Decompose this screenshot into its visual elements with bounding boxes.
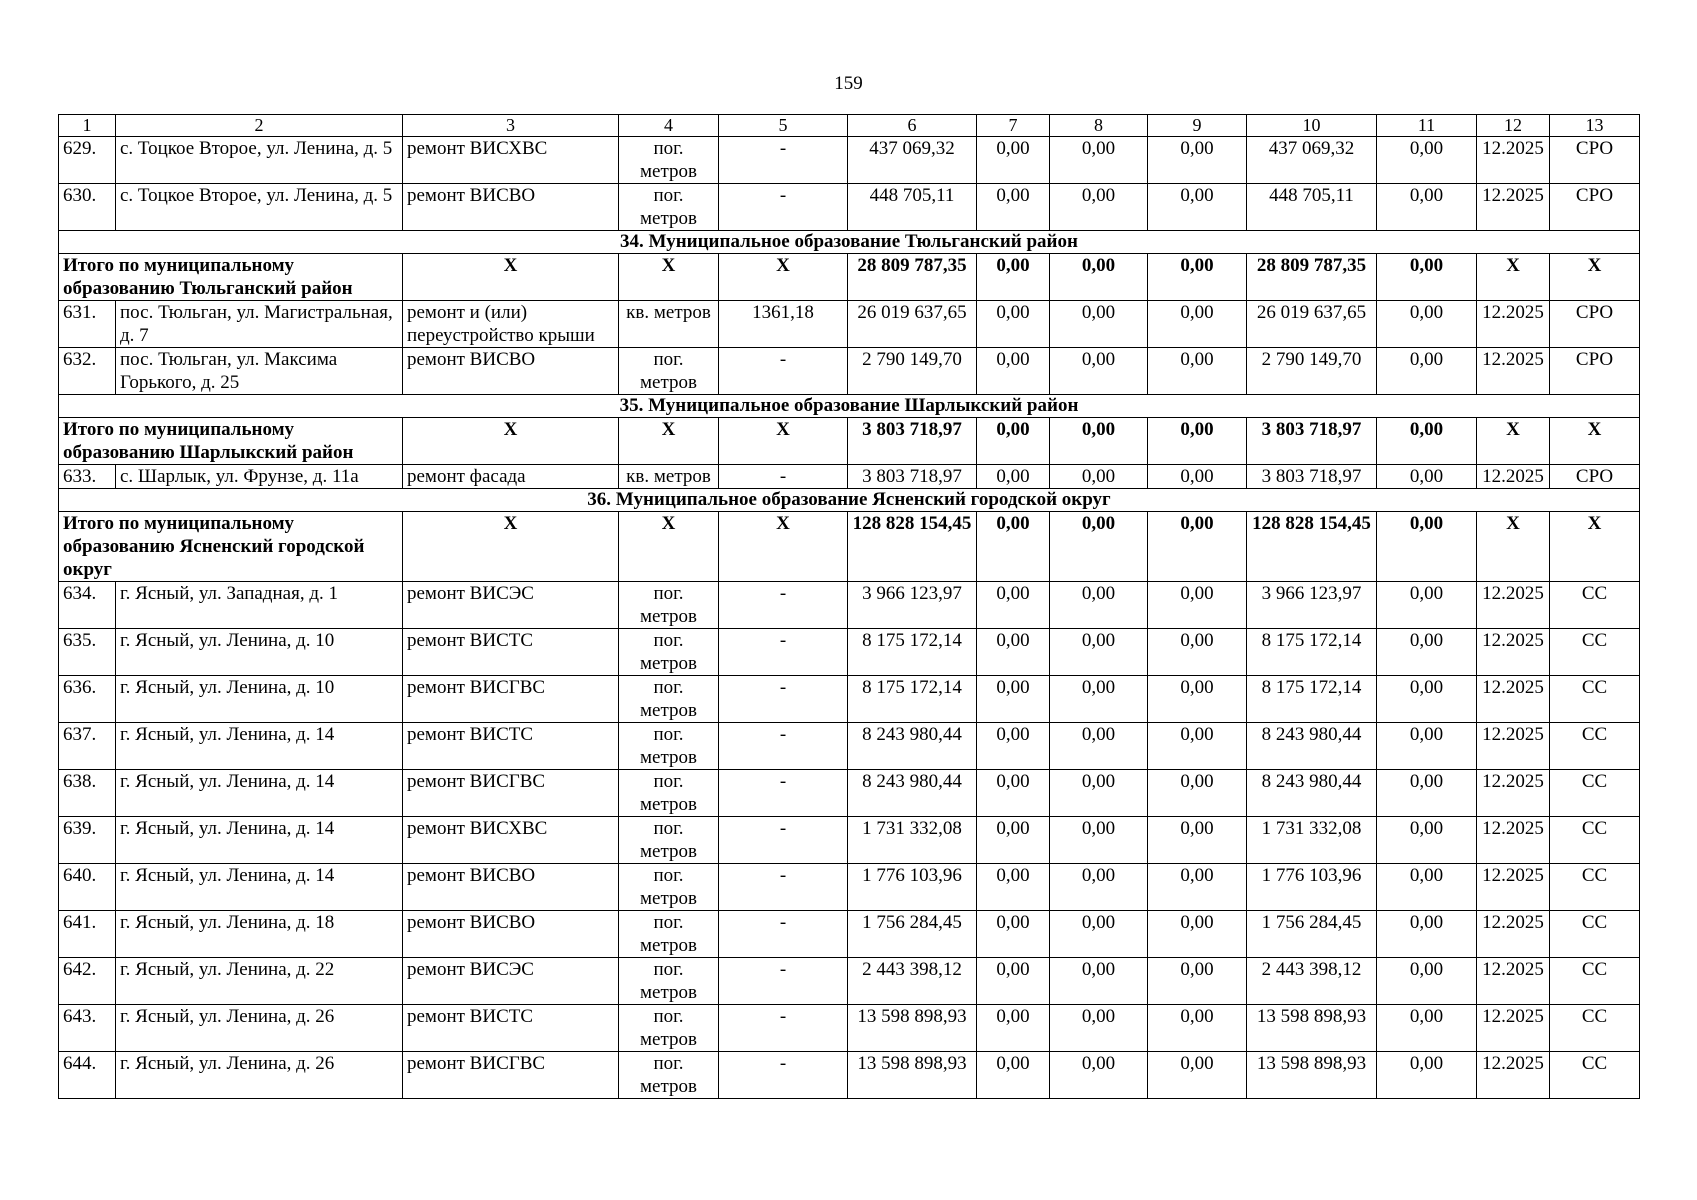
total-cost-cell: 26 019 637,65: [848, 301, 977, 348]
table-row: [59, 301, 1640, 348]
deadline-cell: 12.2025: [1477, 1052, 1550, 1099]
header-cell: 6: [848, 115, 977, 137]
total-cost-cell: 448 705,11: [848, 184, 977, 231]
budget-cell: 0,00: [1050, 301, 1148, 348]
work-type-cell: ремонт ВИСЭС: [403, 582, 619, 629]
method-cell: СС: [1550, 676, 1640, 723]
deadline-cell: 12.2025: [1477, 958, 1550, 1005]
address-cell: г. Ясный, ул. Ленина, д. 22: [116, 958, 403, 1005]
unit-cell: пог. метров: [619, 629, 719, 676]
total-cost-cell: 1 756 284,45: [848, 911, 977, 958]
method-cell: СРО: [1550, 465, 1640, 489]
method-cell: СРО: [1550, 137, 1640, 184]
other-funds-cell: 0,00: [1377, 723, 1477, 770]
section-heading-row: [59, 395, 1640, 418]
local-budget-cell: 0,00: [1148, 1052, 1247, 1099]
budget-cell: 0,00: [1050, 864, 1148, 911]
deadline-cell: 12.2025: [1477, 184, 1550, 231]
section-heading: 36. Муниципальное образование Ясненский городской округ: [59, 489, 1640, 512]
total-x-cell: Х: [403, 512, 619, 582]
subtotal-row: [59, 254, 1640, 301]
owner-funds-cell: 437 069,32: [1247, 137, 1377, 184]
address-cell: г. Ясный, ул. Ленина, д. 18: [116, 911, 403, 958]
row-number: 629.: [59, 137, 116, 184]
fund-cell: 0,00: [977, 817, 1050, 864]
owner-funds-cell: 1 731 332,08: [1247, 817, 1377, 864]
row-number: 640.: [59, 864, 116, 911]
budget-cell: 0,00: [1050, 958, 1148, 1005]
other-funds-cell: 0,00: [1377, 418, 1477, 465]
total-cost-cell: 1 731 332,08: [848, 817, 977, 864]
method-cell: СС: [1550, 1005, 1640, 1052]
fund-cell: 0,00: [977, 864, 1050, 911]
unit-cell: пог. метров: [619, 911, 719, 958]
deadline-cell: 12.2025: [1477, 723, 1550, 770]
deadline-cell: 12.2025: [1477, 864, 1550, 911]
fund-cell: 0,00: [977, 348, 1050, 395]
volume-cell: -: [719, 465, 848, 489]
local-budget-cell: 0,00: [1148, 629, 1247, 676]
other-funds-cell: 0,00: [1377, 348, 1477, 395]
header-cell: 1: [59, 115, 116, 137]
volume-cell: -: [719, 348, 848, 395]
row-number: 637.: [59, 723, 116, 770]
owner-funds-cell: 8 243 980,44: [1247, 770, 1377, 817]
table-row: [59, 348, 1640, 395]
budget-cell: 0,00: [1050, 137, 1148, 184]
unit-cell: пог. метров: [619, 1005, 719, 1052]
local-budget-cell: 0,00: [1148, 582, 1247, 629]
page-number: 159: [834, 73, 863, 94]
budget-cell: 0,00: [1050, 770, 1148, 817]
row-number: 636.: [59, 676, 116, 723]
owner-funds-cell: 28 809 787,35: [1247, 254, 1377, 301]
row-number: 643.: [59, 1005, 116, 1052]
work-type-cell: ремонт ВИСХВС: [403, 137, 619, 184]
method-cell: СС: [1550, 770, 1640, 817]
total-x-cell: Х: [719, 254, 848, 301]
budget-cell: 0,00: [1050, 911, 1148, 958]
total-x-cell: Х: [719, 418, 848, 465]
other-funds-cell: 0,00: [1377, 184, 1477, 231]
total-cost-cell: 8 243 980,44: [848, 770, 977, 817]
budget-cell: 0,00: [1050, 254, 1148, 301]
work-type-cell: ремонт ВИСТС: [403, 723, 619, 770]
table-row: [59, 465, 1640, 489]
total-cost-cell: 8 175 172,14: [848, 676, 977, 723]
other-funds-cell: 0,00: [1377, 465, 1477, 489]
owner-funds-cell: 3 966 123,97: [1247, 582, 1377, 629]
total-cost-cell: 437 069,32: [848, 137, 977, 184]
table-row: [59, 137, 1640, 184]
header-cell: 10: [1247, 115, 1377, 137]
address-cell: г. Ясный, ул. Западная, д. 1: [116, 582, 403, 629]
owner-funds-cell: 128 828 154,45: [1247, 512, 1377, 582]
row-number: 633.: [59, 465, 116, 489]
header-cell: 12: [1477, 115, 1550, 137]
fund-cell: 0,00: [977, 465, 1050, 489]
method-cell: СС: [1550, 629, 1640, 676]
unit-cell: пог. метров: [619, 723, 719, 770]
address-cell: г. Ясный, ул. Ленина, д. 14: [116, 864, 403, 911]
total-cost-cell: 2 790 149,70: [848, 348, 977, 395]
row-number: 631.: [59, 301, 116, 348]
unit-cell: пог. метров: [619, 137, 719, 184]
volume-cell: 1361,18: [719, 301, 848, 348]
address-cell: с. Тоцкое Второе, ул. Ленина, д. 5: [116, 137, 403, 184]
address-cell: г. Ясный, ул. Ленина, д. 10: [116, 676, 403, 723]
volume-cell: -: [719, 770, 848, 817]
address-cell: пос. Тюльган, ул. Магистральная, д. 7: [116, 301, 403, 348]
address-cell: г. Ясный, ул. Ленина, д. 14: [116, 770, 403, 817]
owner-funds-cell: 26 019 637,65: [1247, 301, 1377, 348]
table-row: [59, 184, 1640, 231]
fund-cell: 0,00: [977, 629, 1050, 676]
other-funds-cell: 0,00: [1377, 301, 1477, 348]
header-cell: 13: [1550, 115, 1640, 137]
volume-cell: -: [719, 137, 848, 184]
total-cost-cell: 28 809 787,35: [848, 254, 977, 301]
method-cell: СРО: [1550, 301, 1640, 348]
other-funds-cell: 0,00: [1377, 512, 1477, 582]
volume-cell: -: [719, 184, 848, 231]
budget-cell: 0,00: [1050, 582, 1148, 629]
owner-funds-cell: 2 443 398,12: [1247, 958, 1377, 1005]
local-budget-cell: 0,00: [1148, 911, 1247, 958]
header-cell: 11: [1377, 115, 1477, 137]
unit-cell: пог. метров: [619, 1052, 719, 1099]
deadline-cell: 12.2025: [1477, 348, 1550, 395]
fund-cell: 0,00: [977, 723, 1050, 770]
deadline-cell: 12.2025: [1477, 817, 1550, 864]
budget-cell: 0,00: [1050, 676, 1148, 723]
method-cell: СС: [1550, 911, 1640, 958]
table-row: [59, 911, 1640, 958]
volume-cell: -: [719, 629, 848, 676]
total-x-cell: Х: [403, 254, 619, 301]
local-budget-cell: 0,00: [1148, 184, 1247, 231]
volume-cell: -: [719, 911, 848, 958]
local-budget-cell: 0,00: [1148, 254, 1247, 301]
method-cell: СС: [1550, 1052, 1640, 1099]
volume-cell: -: [719, 817, 848, 864]
column-number-row: [59, 115, 1640, 137]
deadline-cell: 12.2025: [1477, 629, 1550, 676]
work-type-cell: ремонт ВИСГВС: [403, 770, 619, 817]
budget-cell: 0,00: [1050, 817, 1148, 864]
header-cell: 9: [1148, 115, 1247, 137]
table-row: [59, 1005, 1640, 1052]
volume-cell: -: [719, 864, 848, 911]
volume-cell: -: [719, 723, 848, 770]
total-x-cell: Х: [1477, 254, 1550, 301]
budget-cell: 0,00: [1050, 418, 1148, 465]
address-cell: г. Ясный, ул. Ленина, д. 26: [116, 1005, 403, 1052]
owner-funds-cell: 8 175 172,14: [1247, 629, 1377, 676]
table-row: [59, 770, 1640, 817]
unit-cell: пог. метров: [619, 770, 719, 817]
fund-cell: 0,00: [977, 676, 1050, 723]
table-row: [59, 582, 1640, 629]
fund-cell: 0,00: [977, 911, 1050, 958]
work-type-cell: ремонт ВИСВО: [403, 911, 619, 958]
registry-table: [58, 114, 1640, 1099]
local-budget-cell: 0,00: [1148, 817, 1247, 864]
budget-cell: 0,00: [1050, 629, 1148, 676]
local-budget-cell: 0,00: [1148, 301, 1247, 348]
fund-cell: 0,00: [977, 958, 1050, 1005]
table-row: [59, 864, 1640, 911]
table-row: [59, 723, 1640, 770]
row-number: 635.: [59, 629, 116, 676]
section-heading-row: [59, 489, 1640, 512]
other-funds-cell: 0,00: [1377, 629, 1477, 676]
fund-cell: 0,00: [977, 582, 1050, 629]
budget-cell: 0,00: [1050, 512, 1148, 582]
row-number: 639.: [59, 817, 116, 864]
other-funds-cell: 0,00: [1377, 582, 1477, 629]
other-funds-cell: 0,00: [1377, 137, 1477, 184]
deadline-cell: 12.2025: [1477, 301, 1550, 348]
budget-cell: 0,00: [1050, 465, 1148, 489]
local-budget-cell: 0,00: [1148, 1005, 1247, 1052]
total-x-cell: Х: [1550, 418, 1640, 465]
total-cost-cell: 3 966 123,97: [848, 582, 977, 629]
owner-funds-cell: 3 803 718,97: [1247, 465, 1377, 489]
row-number: 638.: [59, 770, 116, 817]
work-type-cell: ремонт ВИСГВС: [403, 676, 619, 723]
total-cost-cell: 8 175 172,14: [848, 629, 977, 676]
fund-cell: 0,00: [977, 512, 1050, 582]
method-cell: СС: [1550, 723, 1640, 770]
address-cell: с. Тоцкое Второе, ул. Ленина, д. 5: [116, 184, 403, 231]
method-cell: СС: [1550, 582, 1640, 629]
total-x-cell: Х: [619, 418, 719, 465]
fund-cell: 0,00: [977, 1052, 1050, 1099]
deadline-cell: 12.2025: [1477, 770, 1550, 817]
unit-cell: пог. метров: [619, 582, 719, 629]
deadline-cell: 12.2025: [1477, 1005, 1550, 1052]
volume-cell: -: [719, 958, 848, 1005]
header-cell: 7: [977, 115, 1050, 137]
volume-cell: -: [719, 1052, 848, 1099]
other-funds-cell: 0,00: [1377, 1005, 1477, 1052]
address-cell: г. Ясный, ул. Ленина, д. 10: [116, 629, 403, 676]
budget-cell: 0,00: [1050, 184, 1148, 231]
owner-funds-cell: 3 803 718,97: [1247, 418, 1377, 465]
table-row: [59, 1052, 1640, 1099]
budget-cell: 0,00: [1050, 723, 1148, 770]
other-funds-cell: 0,00: [1377, 770, 1477, 817]
header-cell: 8: [1050, 115, 1148, 137]
work-type-cell: ремонт ВИСЭС: [403, 958, 619, 1005]
other-funds-cell: 0,00: [1377, 911, 1477, 958]
work-type-cell: ремонт ВИСВО: [403, 348, 619, 395]
volume-cell: -: [719, 1005, 848, 1052]
total-label: Итого по муниципальному образованию Шарлыкский район: [59, 418, 403, 465]
owner-funds-cell: 1 776 103,96: [1247, 864, 1377, 911]
row-number: 644.: [59, 1052, 116, 1099]
header-cell: 5: [719, 115, 848, 137]
work-type-cell: ремонт фасада: [403, 465, 619, 489]
local-budget-cell: 0,00: [1148, 348, 1247, 395]
local-budget-cell: 0,00: [1148, 770, 1247, 817]
unit-cell: кв. метров: [619, 301, 719, 348]
deadline-cell: 12.2025: [1477, 137, 1550, 184]
table-row: [59, 629, 1640, 676]
address-cell: г. Ясный, ул. Ленина, д. 14: [116, 723, 403, 770]
other-funds-cell: 0,00: [1377, 254, 1477, 301]
owner-funds-cell: 13 598 898,93: [1247, 1005, 1377, 1052]
local-budget-cell: 0,00: [1148, 418, 1247, 465]
volume-cell: -: [719, 582, 848, 629]
method-cell: СРО: [1550, 348, 1640, 395]
unit-cell: пог. метров: [619, 676, 719, 723]
owner-funds-cell: 8 243 980,44: [1247, 723, 1377, 770]
method-cell: СС: [1550, 817, 1640, 864]
total-x-cell: Х: [1550, 512, 1640, 582]
total-x-cell: Х: [719, 512, 848, 582]
unit-cell: пог. метров: [619, 184, 719, 231]
total-label: Итого по муниципальному образованию Ясненский городской округ: [59, 512, 403, 582]
other-funds-cell: 0,00: [1377, 1052, 1477, 1099]
total-x-cell: Х: [1477, 418, 1550, 465]
fund-cell: 0,00: [977, 184, 1050, 231]
total-x-cell: Х: [403, 418, 619, 465]
method-cell: СРО: [1550, 184, 1640, 231]
fund-cell: 0,00: [977, 770, 1050, 817]
other-funds-cell: 0,00: [1377, 864, 1477, 911]
fund-cell: 0,00: [977, 1005, 1050, 1052]
header-cell: 3: [403, 115, 619, 137]
method-cell: СС: [1550, 864, 1640, 911]
section-heading: 34. Муниципальное образование Тюльганский район: [59, 231, 1640, 254]
table-row: [59, 817, 1640, 864]
table-body: [59, 115, 1640, 1099]
total-label: Итого по муниципальному образованию Тюльганский район: [59, 254, 403, 301]
work-type-cell: ремонт ВИСВО: [403, 864, 619, 911]
work-type-cell: ремонт ВИСВО: [403, 184, 619, 231]
work-type-cell: ремонт ВИСХВС: [403, 817, 619, 864]
row-number: 632.: [59, 348, 116, 395]
total-cost-cell: 13 598 898,93: [848, 1052, 977, 1099]
deadline-cell: 12.2025: [1477, 676, 1550, 723]
row-number: 641.: [59, 911, 116, 958]
total-x-cell: Х: [619, 254, 719, 301]
header-cell: 4: [619, 115, 719, 137]
total-x-cell: Х: [1477, 512, 1550, 582]
address-cell: г. Ясный, ул. Ленина, д. 26: [116, 1052, 403, 1099]
work-type-cell: ремонт ВИСГВС: [403, 1052, 619, 1099]
budget-cell: 0,00: [1050, 1005, 1148, 1052]
address-cell: с. Шарлык, ул. Фрунзе, д. 11а: [116, 465, 403, 489]
total-cost-cell: 128 828 154,45: [848, 512, 977, 582]
method-cell: СС: [1550, 958, 1640, 1005]
local-budget-cell: 0,00: [1148, 137, 1247, 184]
total-cost-cell: 2 443 398,12: [848, 958, 977, 1005]
fund-cell: 0,00: [977, 254, 1050, 301]
address-cell: г. Ясный, ул. Ленина, д. 14: [116, 817, 403, 864]
owner-funds-cell: 8 175 172,14: [1247, 676, 1377, 723]
total-x-cell: Х: [1550, 254, 1640, 301]
subtotal-row: [59, 512, 1640, 582]
volume-cell: -: [719, 676, 848, 723]
unit-cell: кв. метров: [619, 465, 719, 489]
table-row: [59, 676, 1640, 723]
total-x-cell: Х: [619, 512, 719, 582]
section-heading-row: [59, 231, 1640, 254]
local-budget-cell: 0,00: [1148, 723, 1247, 770]
work-type-cell: ремонт ВИСТС: [403, 629, 619, 676]
local-budget-cell: 0,00: [1148, 864, 1247, 911]
deadline-cell: 12.2025: [1477, 911, 1550, 958]
fund-cell: 0,00: [977, 418, 1050, 465]
subtotal-row: [59, 418, 1640, 465]
unit-cell: пог. метров: [619, 958, 719, 1005]
owner-funds-cell: 448 705,11: [1247, 184, 1377, 231]
unit-cell: пог. метров: [619, 817, 719, 864]
table-row: [59, 958, 1640, 1005]
total-cost-cell: 3 803 718,97: [848, 465, 977, 489]
other-funds-cell: 0,00: [1377, 817, 1477, 864]
header-cell: 2: [116, 115, 403, 137]
local-budget-cell: 0,00: [1148, 676, 1247, 723]
budget-cell: 0,00: [1050, 1052, 1148, 1099]
total-cost-cell: 13 598 898,93: [848, 1005, 977, 1052]
total-cost-cell: 3 803 718,97: [848, 418, 977, 465]
deadline-cell: 12.2025: [1477, 582, 1550, 629]
budget-cell: 0,00: [1050, 348, 1148, 395]
total-cost-cell: 1 776 103,96: [848, 864, 977, 911]
fund-cell: 0,00: [977, 137, 1050, 184]
unit-cell: пог. метров: [619, 348, 719, 395]
local-budget-cell: 0,00: [1148, 958, 1247, 1005]
other-funds-cell: 0,00: [1377, 676, 1477, 723]
address-cell: пос. Тюльган, ул. Максима Горького, д. 25: [116, 348, 403, 395]
deadline-cell: 12.2025: [1477, 465, 1550, 489]
other-funds-cell: 0,00: [1377, 958, 1477, 1005]
total-cost-cell: 8 243 980,44: [848, 723, 977, 770]
work-type-cell: ремонт ВИСТС: [403, 1005, 619, 1052]
section-heading: 35. Муниципальное образование Шарлыкский район: [59, 395, 1640, 418]
row-number: 642.: [59, 958, 116, 1005]
owner-funds-cell: 1 756 284,45: [1247, 911, 1377, 958]
owner-funds-cell: 13 598 898,93: [1247, 1052, 1377, 1099]
row-number: 630.: [59, 184, 116, 231]
local-budget-cell: 0,00: [1148, 465, 1247, 489]
row-number: 634.: [59, 582, 116, 629]
work-type-cell: ремонт и (или) переустройство крыши: [403, 301, 619, 348]
owner-funds-cell: 2 790 149,70: [1247, 348, 1377, 395]
unit-cell: пог. метров: [619, 864, 719, 911]
local-budget-cell: 0,00: [1148, 512, 1247, 582]
fund-cell: 0,00: [977, 301, 1050, 348]
